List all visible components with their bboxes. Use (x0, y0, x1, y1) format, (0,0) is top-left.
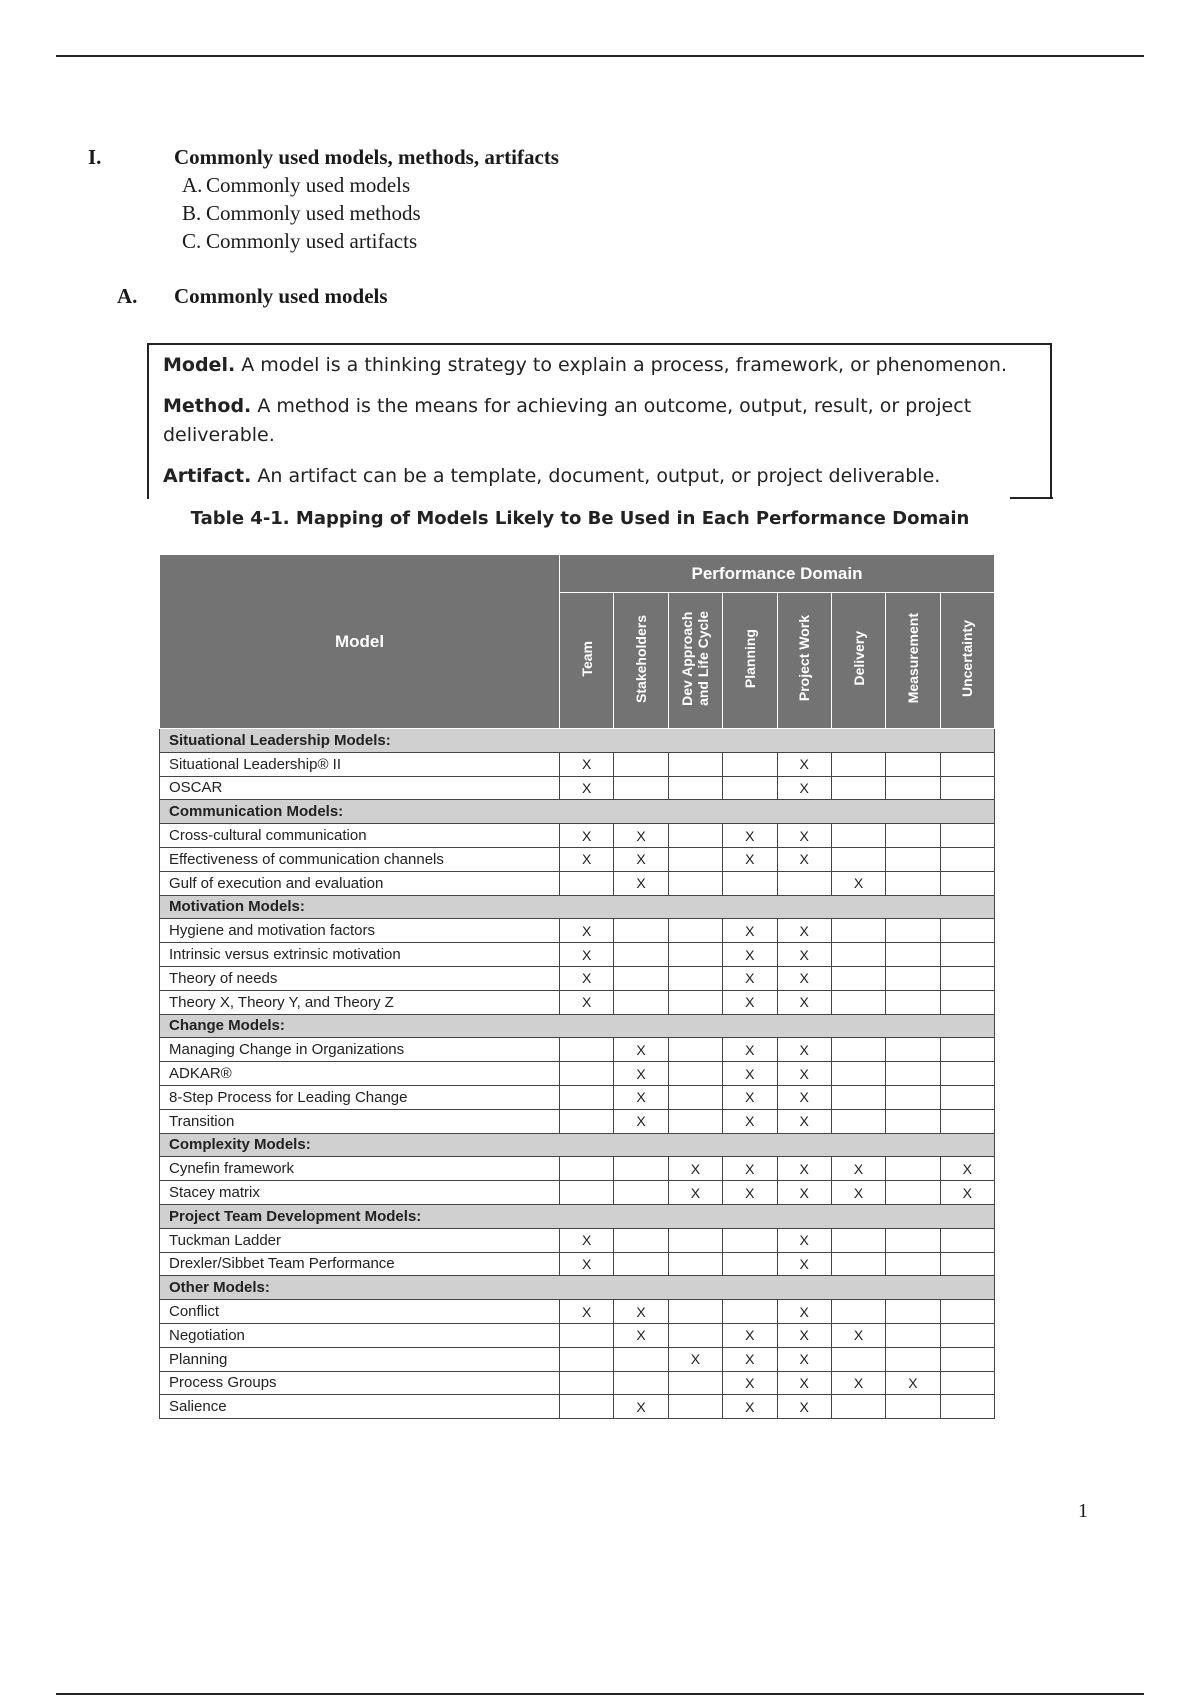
domain-header: Project Work (777, 593, 831, 729)
mark-cell: X (723, 1109, 777, 1133)
table-row (160, 966, 995, 990)
mark-cell: X (723, 943, 777, 967)
mark-cell (886, 1038, 940, 1062)
mark-cell (940, 1038, 994, 1062)
table-row (160, 752, 995, 776)
mark-cell (886, 1395, 940, 1419)
group-label: Project Team Development Models: (160, 1204, 995, 1228)
mark-cell (614, 919, 668, 943)
mark-cell (831, 824, 885, 848)
mark-cell (886, 990, 940, 1014)
mark-cell (723, 871, 777, 895)
domain-header: Measurement (886, 593, 940, 729)
mark-cell (831, 1085, 885, 1109)
model-column-header: Model (160, 555, 560, 729)
table-row (160, 1181, 995, 1205)
mark-cell: X (777, 943, 831, 967)
group-row (160, 729, 995, 753)
mark-cell (723, 1252, 777, 1276)
model-name: Tuckman Ladder (160, 1228, 560, 1252)
model-name: Theory of needs (160, 966, 560, 990)
mark-cell (560, 1347, 614, 1371)
mark-cell: X (723, 1323, 777, 1347)
mark-cell (886, 847, 940, 871)
table-row (160, 1085, 995, 1109)
mark-cell (668, 776, 722, 800)
mark-cell (668, 943, 722, 967)
mark-cell (560, 1371, 614, 1395)
mark-cell (886, 1228, 940, 1252)
mark-cell: X (723, 1371, 777, 1395)
mark-cell: X (777, 966, 831, 990)
mark-cell (560, 1062, 614, 1086)
mark-cell (886, 752, 940, 776)
table-row (160, 1062, 995, 1086)
mark-cell: X (560, 776, 614, 800)
mark-cell (831, 990, 885, 1014)
table-row (160, 990, 995, 1014)
mark-cell (886, 943, 940, 967)
model-name: Conflict (160, 1300, 560, 1324)
table-row (160, 1323, 995, 1347)
mark-cell: X (940, 1181, 994, 1205)
mark-cell: X (560, 1228, 614, 1252)
mark-cell: X (723, 1181, 777, 1205)
mark-cell: X (614, 1300, 668, 1324)
performance-domain-header: Performance Domain (560, 555, 995, 593)
definition-method: Method. A method is the means for achieving an outcome, output, result, or project deliverable. (163, 395, 972, 446)
mark-cell: X (723, 990, 777, 1014)
mark-cell: X (831, 871, 885, 895)
mark-cell (886, 1347, 940, 1371)
mark-cell (723, 776, 777, 800)
mark-cell (668, 1395, 722, 1419)
mark-cell: X (777, 1157, 831, 1181)
mark-cell: X (886, 1371, 940, 1395)
mark-cell: X (614, 1109, 668, 1133)
outline-item: A. Commonly used models (182, 173, 411, 197)
mark-cell: X (831, 1323, 885, 1347)
group-label: Situational Leadership Models: (160, 729, 995, 753)
mark-cell: X (614, 1062, 668, 1086)
mark-cell: X (777, 1038, 831, 1062)
mark-cell: X (831, 1157, 885, 1181)
domain-header: Uncertainty (940, 593, 994, 729)
mark-cell: X (723, 1038, 777, 1062)
mark-cell: X (777, 824, 831, 848)
outline-item: B. Commonly used methods (182, 201, 421, 225)
model-name: Situational Leadership® II (160, 752, 560, 776)
table-row (160, 943, 995, 967)
mark-cell (831, 1109, 885, 1133)
mark-cell (940, 1062, 994, 1086)
mark-cell (668, 966, 722, 990)
models-mapping-table (159, 554, 995, 1419)
mark-cell (614, 1371, 668, 1395)
mark-cell (668, 1371, 722, 1395)
mark-cell: X (723, 1347, 777, 1371)
model-name: OSCAR (160, 776, 560, 800)
mark-cell: X (831, 1181, 885, 1205)
mark-cell (940, 966, 994, 990)
group-label: Communication Models: (160, 800, 995, 824)
model-name: Planning (160, 1347, 560, 1371)
mark-cell (831, 1062, 885, 1086)
mark-cell (668, 752, 722, 776)
mark-cell: X (560, 1252, 614, 1276)
mark-cell: X (777, 1085, 831, 1109)
mark-cell: X (777, 1347, 831, 1371)
mark-cell: X (723, 1062, 777, 1086)
mark-cell (940, 752, 994, 776)
mark-cell (668, 847, 722, 871)
mark-cell: X (614, 1038, 668, 1062)
mark-cell: X (723, 1157, 777, 1181)
mark-cell (940, 824, 994, 848)
mark-cell (831, 919, 885, 943)
mark-cell (886, 776, 940, 800)
mark-cell: X (614, 1395, 668, 1419)
mark-cell: X (777, 1395, 831, 1419)
mark-cell (831, 847, 885, 871)
table-row (160, 1109, 995, 1133)
mark-cell: X (668, 1157, 722, 1181)
mark-cell (886, 1300, 940, 1324)
mark-cell (614, 1347, 668, 1371)
mark-cell (668, 1252, 722, 1276)
group-row (160, 1014, 995, 1038)
mark-cell (614, 1157, 668, 1181)
mark-cell (614, 1252, 668, 1276)
mark-cell: X (831, 1371, 885, 1395)
table-row (160, 1371, 995, 1395)
mark-cell (777, 871, 831, 895)
top-rule (56, 55, 1144, 57)
mark-cell: X (940, 1157, 994, 1181)
model-name: Managing Change in Organizations (160, 1038, 560, 1062)
mark-cell: X (723, 1395, 777, 1419)
model-name: Transition (160, 1109, 560, 1133)
mark-cell (560, 1038, 614, 1062)
mark-cell (831, 752, 885, 776)
mark-cell (940, 919, 994, 943)
mark-cell (614, 1228, 668, 1252)
group-row (160, 1276, 995, 1300)
mark-cell (668, 824, 722, 848)
mark-cell: X (777, 1371, 831, 1395)
table-row (160, 1347, 995, 1371)
mark-cell: X (723, 1085, 777, 1109)
mark-cell (668, 871, 722, 895)
group-row (160, 1133, 995, 1157)
mark-cell (940, 943, 994, 967)
model-name: Gulf of execution and evaluation (160, 871, 560, 895)
model-name: Intrinsic versus extrinsic motivation (160, 943, 560, 967)
mark-cell: X (777, 1323, 831, 1347)
mark-cell (668, 1038, 722, 1062)
outline-item: C. Commonly used artifacts (182, 229, 418, 253)
mark-cell (668, 1323, 722, 1347)
mark-cell (668, 990, 722, 1014)
mark-cell (831, 1347, 885, 1371)
domain-header: Team (560, 593, 614, 729)
mark-cell (560, 871, 614, 895)
mark-cell (886, 1181, 940, 1205)
domain-header: Planning (723, 593, 777, 729)
group-row (160, 1204, 995, 1228)
mark-cell (560, 1395, 614, 1419)
mark-cell: X (560, 943, 614, 967)
group-label: Other Models: (160, 1276, 995, 1300)
mark-cell: X (723, 824, 777, 848)
mark-cell (614, 966, 668, 990)
mark-cell: X (560, 919, 614, 943)
mark-cell (886, 824, 940, 848)
mark-cell (940, 1323, 994, 1347)
table-row (160, 1395, 995, 1419)
group-row (160, 800, 995, 824)
mark-cell (831, 943, 885, 967)
mark-cell: X (668, 1181, 722, 1205)
table-caption: Table 4-1. Mapping of Models Likely to Be Used in Each Performance Domain (190, 508, 970, 529)
mark-cell: X (668, 1347, 722, 1371)
mark-cell (614, 776, 668, 800)
mark-cell (940, 776, 994, 800)
mark-cell (940, 1347, 994, 1371)
mark-cell: X (777, 1228, 831, 1252)
mark-cell (831, 966, 885, 990)
outline-roman-numeral: I. (88, 145, 102, 169)
mark-cell (940, 1300, 994, 1324)
model-name: Process Groups (160, 1371, 560, 1395)
mark-cell: X (560, 752, 614, 776)
mark-cell (940, 847, 994, 871)
mark-cell (940, 1371, 994, 1395)
mark-cell: X (614, 871, 668, 895)
table-row (160, 1228, 995, 1252)
domain-header: Delivery (831, 593, 885, 729)
mark-cell (831, 1038, 885, 1062)
mark-cell (831, 1395, 885, 1419)
mark-cell (668, 1228, 722, 1252)
mark-cell (886, 919, 940, 943)
mark-cell (831, 1228, 885, 1252)
definitions-box-corner (1010, 497, 1053, 499)
mark-cell: X (777, 1300, 831, 1324)
mark-cell (940, 1252, 994, 1276)
mark-cell (831, 1252, 885, 1276)
group-label: Complexity Models: (160, 1133, 995, 1157)
mark-cell (886, 871, 940, 895)
mark-cell (560, 1323, 614, 1347)
mark-cell (940, 1228, 994, 1252)
model-name: Theory X, Theory Y, and Theory Z (160, 990, 560, 1014)
model-name: Cross-cultural communication (160, 824, 560, 848)
mark-cell: X (777, 1109, 831, 1133)
mark-cell: X (777, 1062, 831, 1086)
mark-cell (940, 990, 994, 1014)
mark-cell: X (777, 990, 831, 1014)
group-label: Motivation Models: (160, 895, 995, 919)
table-row (160, 1252, 995, 1276)
mark-cell: X (614, 847, 668, 871)
mark-cell: X (777, 752, 831, 776)
model-name: Hygiene and motivation factors (160, 919, 560, 943)
table-row (160, 847, 995, 871)
definition-artifact: Artifact. An artifact can be a template, document, output, or project deliverable. (163, 465, 941, 487)
mark-cell (668, 1062, 722, 1086)
mark-cell (614, 990, 668, 1014)
mark-cell (668, 919, 722, 943)
mark-cell: X (777, 776, 831, 800)
definitions-box (147, 343, 1052, 499)
section-heading: A. Commonly used models (117, 284, 388, 308)
group-label: Change Models: (160, 1014, 995, 1038)
table-row (160, 776, 995, 800)
model-name: ADKAR® (160, 1062, 560, 1086)
model-name: 8-Step Process for Leading Change (160, 1085, 560, 1109)
mark-cell: X (777, 847, 831, 871)
mark-cell (886, 1062, 940, 1086)
mark-cell: X (723, 847, 777, 871)
model-name: Negotiation (160, 1323, 560, 1347)
mark-cell (560, 1157, 614, 1181)
group-row (160, 895, 995, 919)
mark-cell (831, 776, 885, 800)
mark-cell (940, 1395, 994, 1419)
mark-cell: X (560, 990, 614, 1014)
mark-cell (940, 1109, 994, 1133)
mark-cell: X (560, 1300, 614, 1324)
model-name: Effectiveness of communication channels (160, 847, 560, 871)
model-name: Cynefin framework (160, 1157, 560, 1181)
table-row (160, 871, 995, 895)
table-row (160, 824, 995, 848)
mark-cell (886, 1252, 940, 1276)
mark-cell (614, 752, 668, 776)
model-name: Drexler/Sibbet Team Performance (160, 1252, 560, 1276)
mark-cell (723, 752, 777, 776)
table-row (160, 1038, 995, 1062)
mark-cell (886, 1085, 940, 1109)
page-number: 1 (1078, 1500, 1088, 1522)
mark-cell (886, 1157, 940, 1181)
mark-cell (831, 1300, 885, 1324)
outline-list (182, 171, 421, 255)
mark-cell (668, 1085, 722, 1109)
mark-cell (614, 1181, 668, 1205)
table-row (160, 1157, 995, 1181)
domain-header: Stakeholders (614, 593, 668, 729)
mark-cell (940, 871, 994, 895)
mark-cell (560, 1109, 614, 1133)
mark-cell: X (560, 966, 614, 990)
model-name: Salience (160, 1395, 560, 1419)
mark-cell: X (723, 966, 777, 990)
mark-cell: X (560, 824, 614, 848)
mark-cell (886, 1323, 940, 1347)
mark-cell: X (560, 847, 614, 871)
model-name: Stacey matrix (160, 1181, 560, 1205)
mark-cell: X (614, 1085, 668, 1109)
mark-cell (886, 966, 940, 990)
mark-cell (723, 1300, 777, 1324)
mark-cell: X (614, 1323, 668, 1347)
mark-cell (940, 1085, 994, 1109)
bottom-rule (56, 1693, 1144, 1695)
mark-cell (560, 1085, 614, 1109)
mark-cell: X (777, 1252, 831, 1276)
table-row (160, 919, 995, 943)
mark-cell: X (614, 824, 668, 848)
mark-cell (668, 1300, 722, 1324)
mark-cell: X (777, 919, 831, 943)
outline-heading: Commonly used models, methods, artifacts (174, 145, 559, 169)
mark-cell (560, 1181, 614, 1205)
mark-cell (723, 1228, 777, 1252)
mark-cell (886, 1109, 940, 1133)
domain-header: Dev Approach and Life Cycle (668, 593, 722, 729)
mark-cell (614, 943, 668, 967)
mark-cell (668, 1109, 722, 1133)
table-row (160, 1300, 995, 1324)
mark-cell: X (723, 919, 777, 943)
mark-cell: X (777, 1181, 831, 1205)
definition-model: Model. A model is a thinking strategy to explain a process, framework, or phenomenon. (163, 354, 1007, 376)
